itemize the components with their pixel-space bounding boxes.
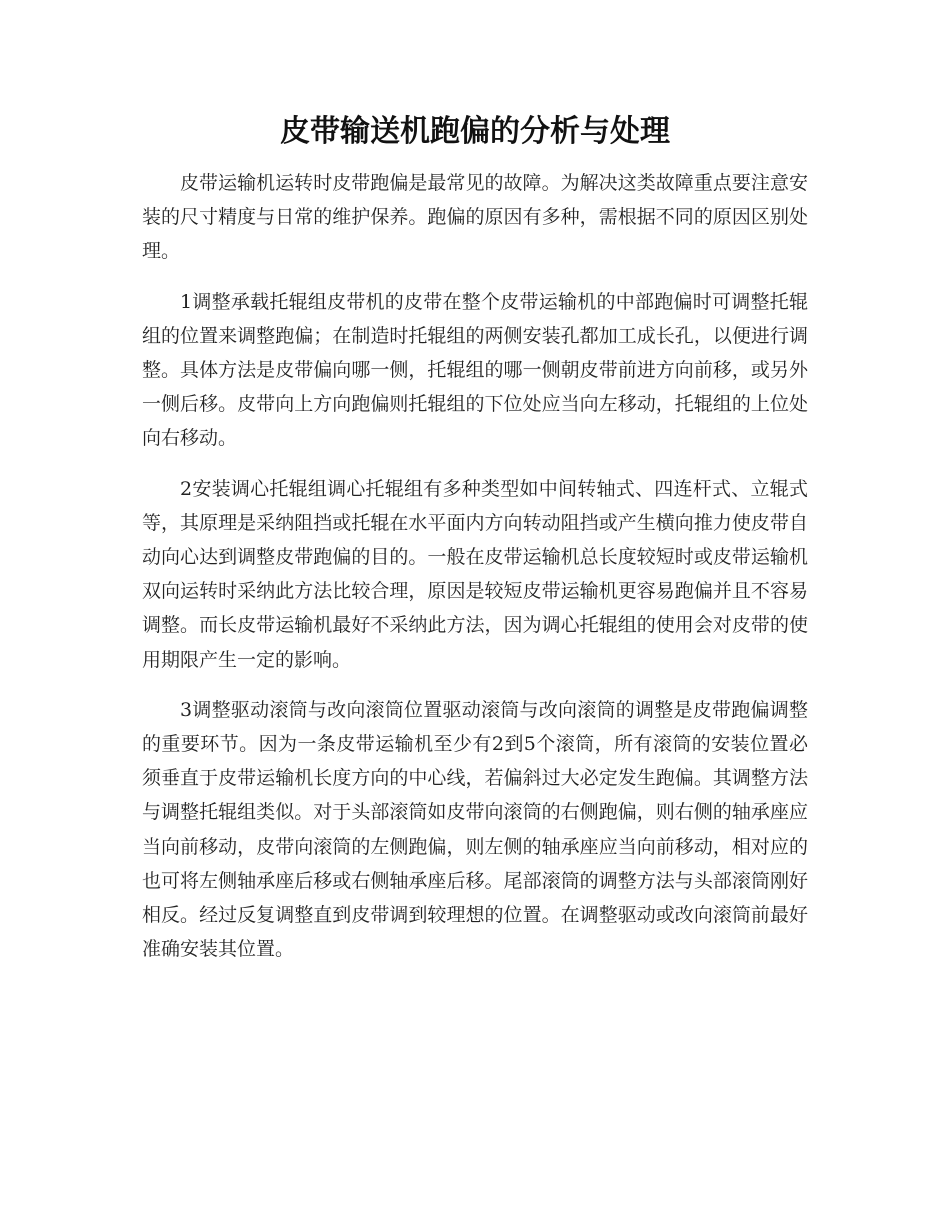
paragraph-self-aligning-idler: 2安装调心托辊组调心托辊组有多种类型如中间转轴式、四连杆式、立辊式等，其原理是采纳阻挡或托辊在水平面内方向转动阻挡或产生横向推力使皮带自动向心达到调整皮带跑偏的目的。一般在皮带运输机总长度较短时或皮带运输机双向运转时采纳此方法比较合理，原因是较短皮带运输机更容易跑偏并且不容易调整。而长皮带运输机最好不采纳此方法，因为调心托辊组的使用会对皮带的使用期限产生一定的影响。 xyxy=(142,477,808,671)
document-title: 皮带输送机跑偏的分析与处理 xyxy=(280,114,670,149)
paragraph-intro: 皮带运输机运转时皮带跑偏是最常见的故障。为解决这类故障重点要注意安装的尺寸精度与日常的维护保养。跑偏的原因有多种，需根据不同的原因区别处理。 xyxy=(142,172,808,263)
paragraph-adjust-idler-group: 1调整承载托辊组皮带机的皮带在整个皮带运输机的中部跑偏时可调整托辊组的位置来调整跑偏；在制造时托辊组的两侧安装孔都加工成长孔，以便进行调整。具体方法是皮带偏向哪一侧，托辊组的哪一侧朝皮带前进方向前移，或另外一侧后移。皮带向上方向跑偏则托辊组的下位处应当向左移动，托辊组的上位处向右移动。 xyxy=(142,290,808,450)
paragraph-adjust-pulleys: 3调整驱动滚筒与改向滚筒位置驱动滚筒与改向滚筒的调整是皮带跑偏调整的重要环节。因为一条皮带运输机至少有2到5个滚筒，所有滚筒的安装位置必须垂直于皮带运输机长度方向的中心线，若偏斜过大必定发生跑偏。其调整方法与调整托辊组类似。对于头部滚筒如皮带向滚筒的右侧跑偏，则右侧的轴承座应当向前移动，皮带向滚筒的左侧跑偏，则左侧的轴承座应当向前移动，相对应的也可将左侧轴承座后移或右侧轴承座后移。尾部滚筒的调整方法与头部滚筒刚好相反。经过反复调整直到皮带调到较理想的位置。在调整驱动或改向滚筒前最好准确安装其位置。 xyxy=(142,698,808,961)
document-body xyxy=(142,166,808,982)
